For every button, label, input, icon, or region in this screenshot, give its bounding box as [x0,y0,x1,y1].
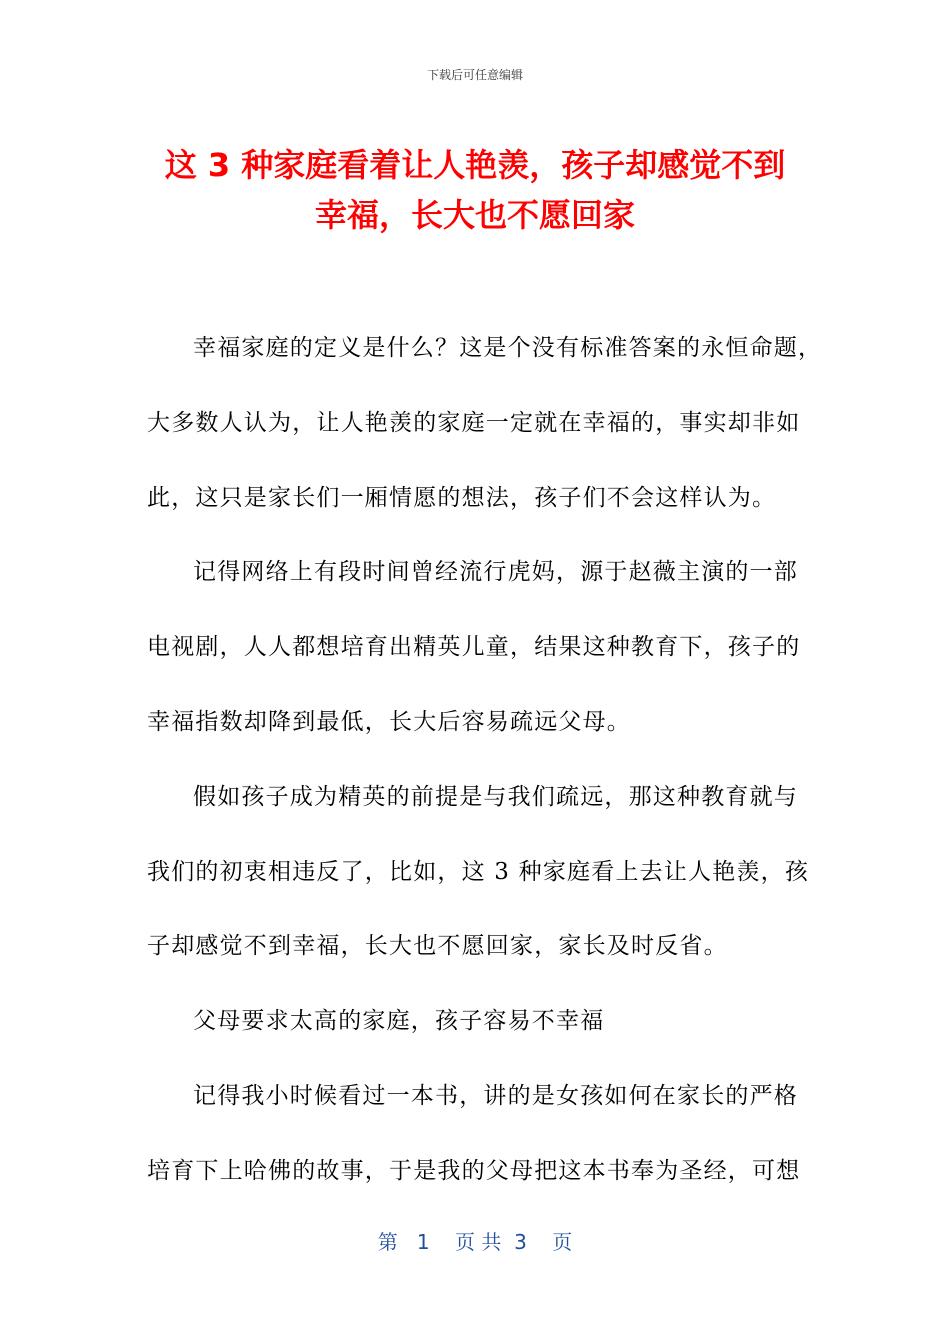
title-line-2: 幸福，长大也不愿回家 [314,196,635,234]
body-line: 记得网络上有段时间曾经流行虎妈，源于赵薇主演的一部 [193,559,798,585]
document-title [130,140,820,240]
body-line: 大多数人认为，让人艳羡的家庭一定就在幸福的，事实却非如 [147,410,801,436]
body-line: 幸福家庭的定义是什么？这是个没有标准答案的永恒命题， [193,335,823,361]
body-line: 幸福指数却降到最低，长大后容易疏远父母。 [147,709,631,735]
body-line: 培育下上哈佛的故事，于是我的父母把这本书奉为圣经，可想 [147,1158,801,1184]
body-line: 此，这只是家长们一厢情愿的想法，孩子们不会这样认为。 [147,485,777,511]
section-heading: 父母要求太高的家庭，孩子容易不幸福 [193,1008,605,1034]
body-line: 电视剧，人人都想培育出精英儿童，结果这种教育下，孩子的 [147,634,801,660]
body-line: 记得我小时候看过一本书，讲的是女孩如何在家长的严格 [193,1083,798,1109]
page-header: 下载后可任意编辑 [426,68,523,82]
body-line: 我们的初衷相违反了，比如，这 3 种家庭看上去让人艳羡，孩 [147,859,810,885]
title-line-1: 这 3 种家庭看着让人艳羡，孩子却感觉不到 [164,146,786,184]
body-line: 假如孩子成为精英的前提是与我们疏远，那这种教育就与 [193,784,798,810]
body-line: 子却感觉不到幸福，长大也不愿回家，家长及时反省。 [147,933,728,959]
page-footer: 第 1 页 共 3 页 [377,1230,573,1254]
